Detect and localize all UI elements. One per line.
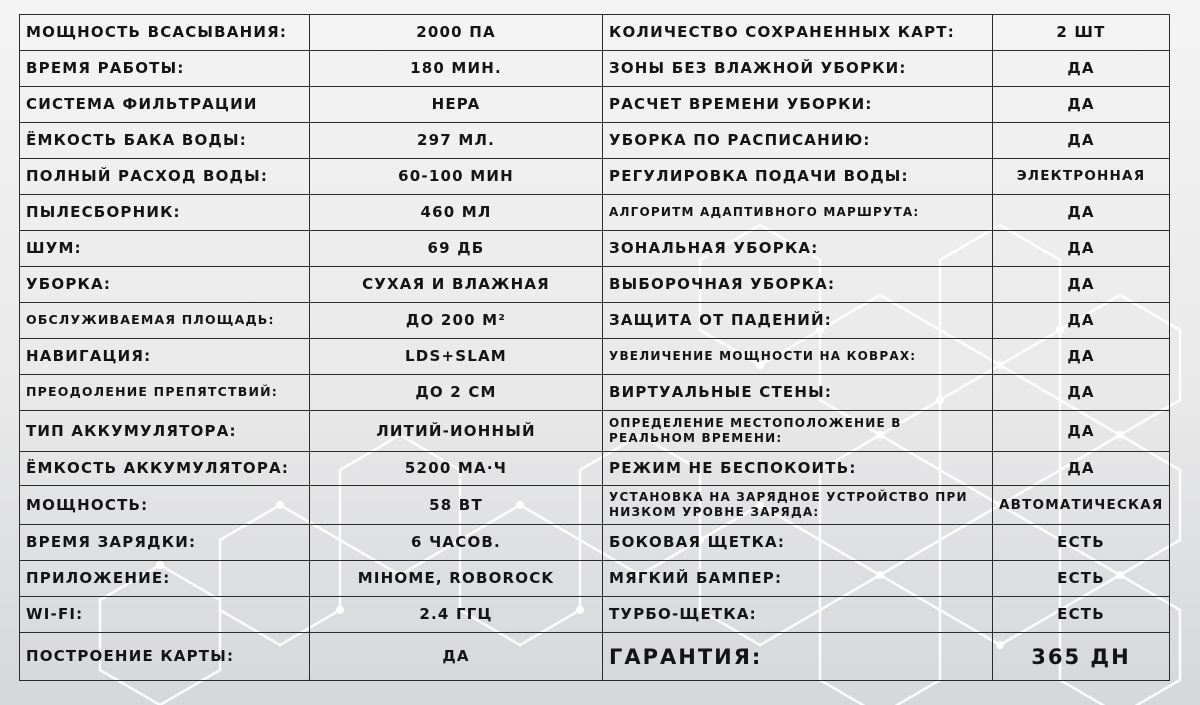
spec-label: МОЩНОСТЬ ВСАСЫВАНИЯ:	[20, 15, 310, 51]
spec-value: 2.4 ГГЦ	[310, 597, 603, 633]
spec-value: 6 ЧАСОВ.	[310, 525, 603, 561]
spec-value: ДА	[993, 267, 1170, 303]
spec-row	[20, 15, 1170, 51]
spec-label: УСТАНОВКА НА ЗАРЯДНОЕ УСТРОЙСТВО ПРИ НИЗКОМ УРОВНЕ ЗАРЯДА:	[603, 486, 993, 525]
spec-value: ДА	[993, 87, 1170, 123]
spec-value: HEPA	[310, 87, 603, 123]
spec-row	[20, 51, 1170, 87]
spec-value: ДО 2 СМ	[310, 375, 603, 411]
spec-value: ДА	[993, 123, 1170, 159]
spec-value: 365 ДН	[993, 633, 1170, 681]
spec-value: 180 МИН.	[310, 51, 603, 87]
spec-label: ГАРАНТИЯ:	[603, 633, 993, 681]
spec-label: ПЫЛЕСБОРНИК:	[20, 195, 310, 231]
spec-label: ВИРТУАЛЬНЫЕ СТЕНЫ:	[603, 375, 993, 411]
spec-label: УВЕЛИЧЕНИЕ МОЩНОСТИ НА КОВРАХ:	[603, 339, 993, 375]
spec-value: 2 ШТ	[993, 15, 1170, 51]
spec-label: ВРЕМЯ РАБОТЫ:	[20, 51, 310, 87]
spec-label: АЛГОРИТМ АДАПТИВНОГО МАРШРУТА:	[603, 195, 993, 231]
spec-label: ЗАЩИТА ОТ ПАДЕНИЙ:	[603, 303, 993, 339]
spec-row	[20, 411, 1170, 452]
spec-value: 5200 МА·Ч	[310, 452, 603, 486]
spec-row	[20, 339, 1170, 375]
spec-row	[20, 123, 1170, 159]
spec-row	[20, 561, 1170, 597]
spec-row	[20, 375, 1170, 411]
spec-label: БОКОВАЯ ЩЕТКА:	[603, 525, 993, 561]
spec-label: УБОРКА ПО РАСПИСАНИЮ:	[603, 123, 993, 159]
spec-row	[20, 87, 1170, 123]
spec-label: НАВИГАЦИЯ:	[20, 339, 310, 375]
spec-value: MIHOME, ROBOROCK	[310, 561, 603, 597]
spec-row	[20, 303, 1170, 339]
spec-value: 58 ВТ	[310, 486, 603, 525]
spec-label: ТУРБО-ЩЕТКА:	[603, 597, 993, 633]
spec-value: ДА	[993, 303, 1170, 339]
spec-value: ЛИТИЙ-ИОННЫЙ	[310, 411, 603, 452]
spec-value: 2000 ПА	[310, 15, 603, 51]
spec-label: WI-FI:	[20, 597, 310, 633]
spec-label: ЁМКОСТЬ БАКА ВОДЫ:	[20, 123, 310, 159]
spec-label: ОБСЛУЖИВАЕМАЯ ПЛОЩАДЬ:	[20, 303, 310, 339]
spec-label: ЁМКОСТЬ АККУМУЛЯТОРА:	[20, 452, 310, 486]
spec-row	[20, 597, 1170, 633]
spec-value: LDS+SLAM	[310, 339, 603, 375]
spec-value: АВТОМАТИЧЕСКАЯ	[993, 486, 1170, 525]
spec-label: ПОЛНЫЙ РАСХОД ВОДЫ:	[20, 159, 310, 195]
spec-label: ОПРЕДЕЛЕНИЕ МЕСТОПОЛОЖЕНИЕ В РЕАЛЬНОМ ВРЕМЕНИ:	[603, 411, 993, 452]
spec-label: РЕГУЛИРОВКА ПОДАЧИ ВОДЫ:	[603, 159, 993, 195]
spec-label: СИСТЕМА ФИЛЬТРАЦИИ	[20, 87, 310, 123]
spec-value: ЕСТЬ	[993, 525, 1170, 561]
spec-label: КОЛИЧЕСТВО СОХРАНЕННЫХ КАРТ:	[603, 15, 993, 51]
spec-label: ПРЕОДОЛЕНИЕ ПРЕПЯТСТВИЙ:	[20, 375, 310, 411]
spec-value: ЕСТЬ	[993, 597, 1170, 633]
spec-label: ЗОНАЛЬНАЯ УБОРКА:	[603, 231, 993, 267]
spec-value: ДА	[310, 633, 603, 681]
spec-value: ДА	[993, 375, 1170, 411]
spec-value: ДА	[993, 339, 1170, 375]
spec-value: 60-100 МИН	[310, 159, 603, 195]
spec-label: ЗОНЫ БЕЗ ВЛАЖНОЙ УБОРКИ:	[603, 51, 993, 87]
spec-value: 297 МЛ.	[310, 123, 603, 159]
spec-row	[20, 159, 1170, 195]
spec-row	[20, 267, 1170, 303]
spec-label: ПРИЛОЖЕНИЕ:	[20, 561, 310, 597]
spec-value: 460 МЛ	[310, 195, 603, 231]
spec-value: ДА	[993, 195, 1170, 231]
spec-value: ДА	[993, 411, 1170, 452]
spec-label: ТИП АККУМУЛЯТОРА:	[20, 411, 310, 452]
spec-value: ДА	[993, 452, 1170, 486]
spec-label: РЕЖИМ НЕ БЕСПОКОИТЬ:	[603, 452, 993, 486]
spec-label: МЯГКИЙ БАМПЕР:	[603, 561, 993, 597]
spec-label: МОЩНОСТЬ:	[20, 486, 310, 525]
spec-label: УБОРКА:	[20, 267, 310, 303]
spec-label: ШУМ:	[20, 231, 310, 267]
spec-value: ЭЛЕКТРОННАЯ	[993, 159, 1170, 195]
spec-value: ДО 200 М²	[310, 303, 603, 339]
spec-row	[20, 452, 1170, 486]
spec-table	[19, 14, 1170, 681]
spec-value: ДА	[993, 231, 1170, 267]
spec-row	[20, 633, 1170, 681]
spec-value: ЕСТЬ	[993, 561, 1170, 597]
spec-row	[20, 231, 1170, 267]
spec-row	[20, 195, 1170, 231]
spec-row	[20, 525, 1170, 561]
spec-table-body	[20, 15, 1170, 681]
spec-value: ДА	[993, 51, 1170, 87]
spec-row	[20, 486, 1170, 525]
spec-label: ВЫБОРОЧНАЯ УБОРКА:	[603, 267, 993, 303]
spec-value: СУХАЯ И ВЛАЖНАЯ	[310, 267, 603, 303]
spec-label: ВРЕМЯ ЗАРЯДКИ:	[20, 525, 310, 561]
spec-label: РАСЧЕТ ВРЕМЕНИ УБОРКИ:	[603, 87, 993, 123]
spec-label: ПОСТРОЕНИЕ КАРТЫ:	[20, 633, 310, 681]
spec-value: 69 ДБ	[310, 231, 603, 267]
